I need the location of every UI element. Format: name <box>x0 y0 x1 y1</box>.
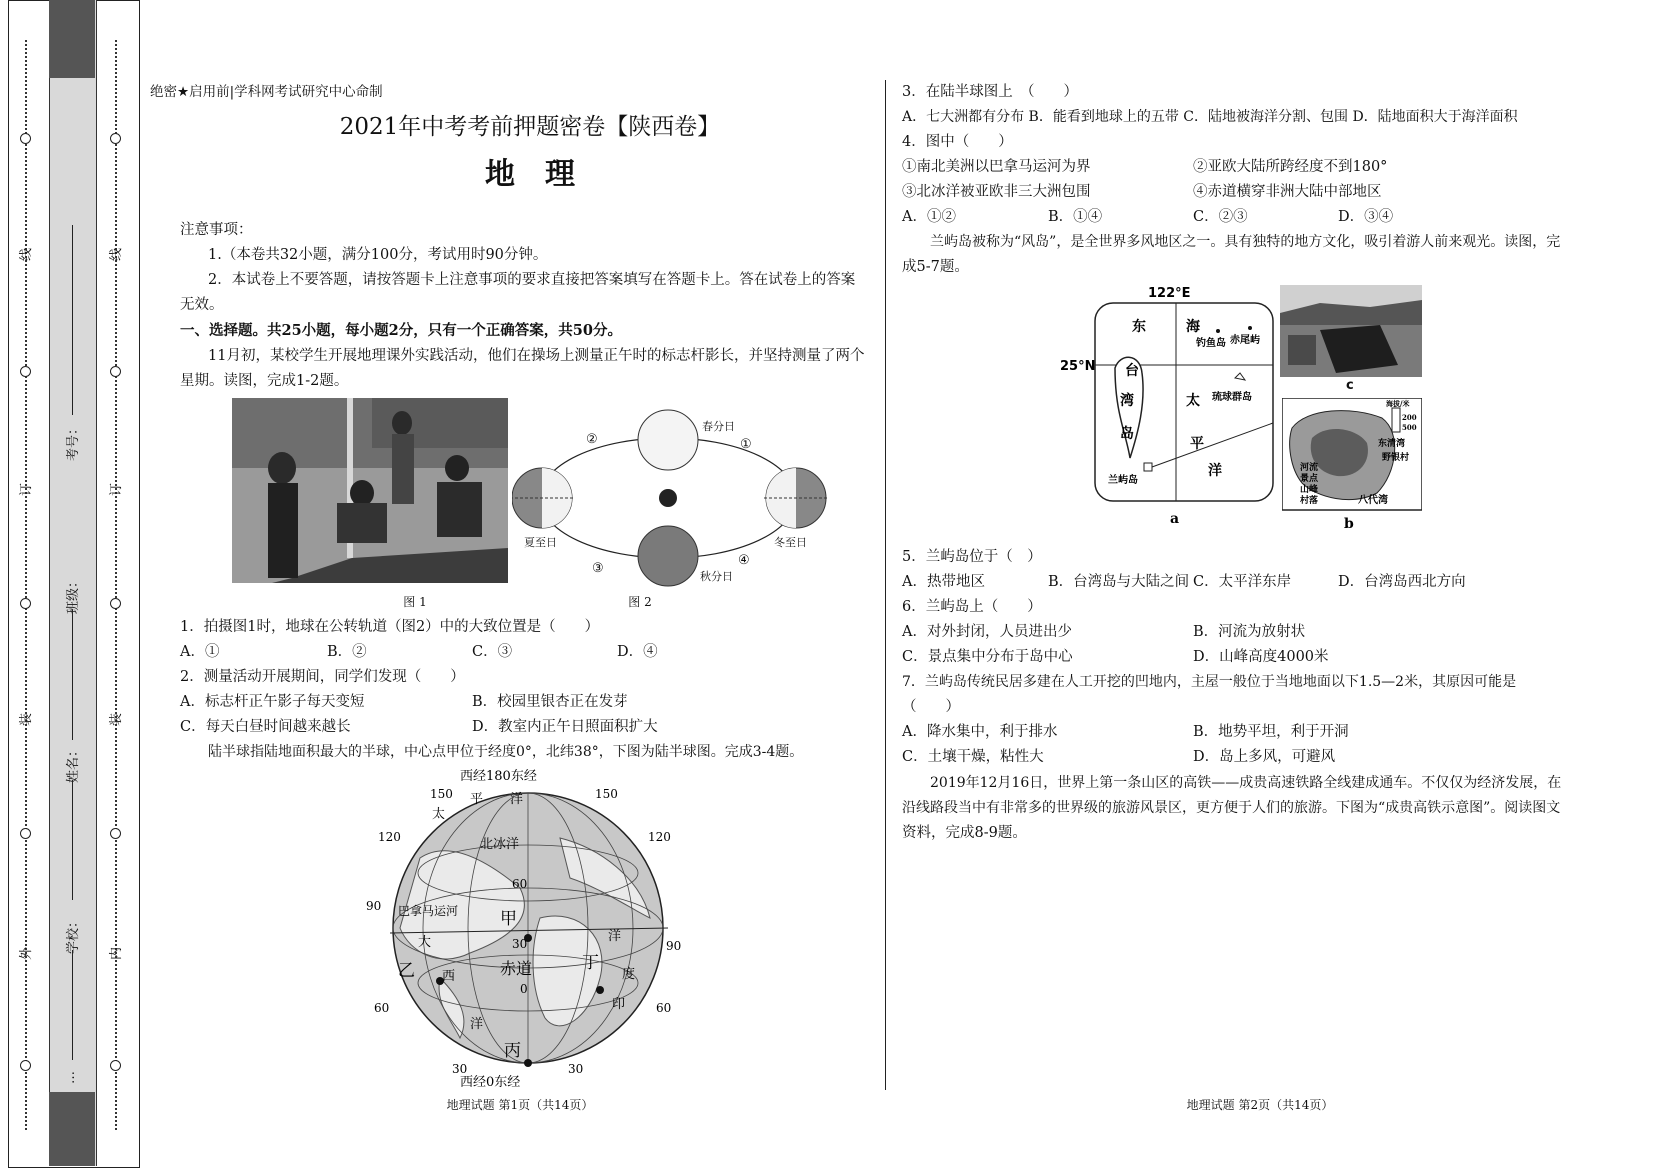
legend-village: 村落 <box>1300 496 1319 506</box>
outer-ding-char: 订 <box>19 482 35 497</box>
inner-xian-char: 线 <box>109 247 125 262</box>
exam-title: 2021年中考考前押题密卷【陕西卷】 <box>339 114 721 140</box>
map-wan: 湾 <box>1120 393 1134 409</box>
q5-stem: 5．兰屿岛位于（ ） <box>902 549 1042 565</box>
xuexiao-field[interactable] <box>72 950 74 1060</box>
tick-r120: 120 <box>648 830 671 844</box>
orbit-dongzhi: 冬至日 <box>774 536 807 549</box>
lanyu-location-map <box>1060 283 1280 533</box>
binding-hole <box>110 366 121 377</box>
tick-l120: 120 <box>378 830 401 844</box>
lat-30: 30 <box>512 937 528 951</box>
tick-r60: 60 <box>656 1001 672 1015</box>
column-divider <box>885 80 886 1090</box>
figure1-photo <box>232 398 508 583</box>
xuexiao-label: 学校： <box>66 914 82 955</box>
intro-8-9b: 沿线路段当中有非常多的世界级的旅游风景区，更方便于人们的旅游。下图为“成贵高铁示意图”。阅读图文 <box>902 800 1561 816</box>
ind-yang: 洋 <box>608 929 622 944</box>
orbit-chunfen: 春分日 <box>702 420 735 433</box>
atl-da: 大 <box>418 935 432 950</box>
ind-du: 度 <box>622 967 636 982</box>
q2-stem: 2．测量活动开展期间，同学们发现（ ） <box>180 669 465 685</box>
q4-option-c[interactable]: C．②③ <box>1193 209 1248 225</box>
intro-8-9c: 资料，完成8-9题。 <box>902 825 1027 841</box>
map-tai: 台 <box>1125 363 1139 379</box>
point-ding <box>596 986 604 994</box>
tick-r30: 30 <box>568 1062 584 1076</box>
binding-dark-top <box>49 0 95 78</box>
ind-yin: 印 <box>612 997 626 1012</box>
tick-l60: 60 <box>374 1001 390 1015</box>
atl-yang: 洋 <box>470 1017 484 1032</box>
lat-60: 60 <box>512 877 528 891</box>
map-lon: 122°E <box>1148 286 1191 301</box>
footer-page2: 地理试题 第2页（共14页） <box>1186 1098 1334 1112</box>
outer-cut-line <box>25 40 27 1130</box>
map-lat: 25°N <box>1060 359 1096 374</box>
map-label-a: a <box>1170 511 1180 527</box>
q7-option-c[interactable]: C．土壤干燥，粘性大 <box>902 749 1044 765</box>
q2-option-b[interactable]: B．校园里银杏正在发芽 <box>472 694 628 710</box>
q5-option-d[interactable]: D．台湾岛西北方向 <box>1338 574 1466 590</box>
figure2-orbit <box>512 398 832 588</box>
section1-heading: 一、选择题。共25小题，每小题2分，只有一个正确答案，共50分。 <box>180 322 622 339</box>
inner-zhuang-char: 装 <box>109 712 125 727</box>
outer-zhuang-char: 装 <box>19 712 35 727</box>
tick-l30: 30 <box>452 1062 468 1076</box>
map-chiwei: 赤尾屿 <box>1230 335 1260 346</box>
lat-0: 0 <box>520 982 528 996</box>
xingming-field[interactable] <box>72 780 74 900</box>
ocean-yang: 洋 <box>510 792 524 807</box>
intro-1-2a: 11月初，某校学生开展地理课外实践活动，他们在操场上测量正午时的标志杆影长，并坚持测量了两个 <box>208 348 865 364</box>
panama-canal: 巴拿马运河 <box>398 904 459 918</box>
chiwei-dot <box>1248 326 1252 330</box>
map-dao: 岛 <box>1120 426 1134 442</box>
map-hai: 海 <box>1186 319 1200 335</box>
orbit-xiazhi: 夏至日 <box>524 536 557 549</box>
orbit-p1: ① <box>740 437 752 452</box>
photo-c-label: c <box>1346 378 1354 393</box>
q2-option-c[interactable]: C．每天白昼时间越来越长 <box>180 719 351 735</box>
q5-option-a[interactable]: A．热带地区 <box>902 574 985 590</box>
notes-heading: 注意事项： <box>180 222 253 238</box>
q4-stem: 4．图中（ ） <box>902 134 1013 150</box>
intro-5-7a: 兰屿岛被称为“风岛”，是全世界多风地区之一。具有独特的地方文化，吸引着游人前来观光。读图，完 <box>930 234 1561 250</box>
banji-field[interactable] <box>72 610 74 740</box>
q6-option-c[interactable]: C．景点集中分布于岛中心 <box>902 649 1073 665</box>
binding-hole <box>110 828 121 839</box>
q4-statement-4: ④赤道横穿非洲大陆中部地区 <box>1193 184 1382 200</box>
label-ding: 丁 <box>582 953 599 973</box>
arctic-ocean: 北冰洋 <box>480 837 520 852</box>
figure1-caption: 图 1 <box>403 595 427 609</box>
q1-option-d[interactable]: D．④ <box>617 644 658 660</box>
xingming-label: 姓名： <box>66 743 82 784</box>
inner-ding-char: 订 <box>109 482 125 497</box>
intro-5-7b: 成5-7题。 <box>902 259 969 275</box>
q1-option-c[interactable]: C．③ <box>472 644 513 660</box>
kaohao-label: 考号： <box>66 421 82 462</box>
note-2a: 2．本试卷上不要答题，请按答题卡上注意事项的要求直接把答案填写在答题卡上。答在试卷上的答案 <box>208 272 856 288</box>
tick-r150: 150 <box>595 787 618 801</box>
q7-paren: （ ） <box>902 699 960 715</box>
map-tai2: 太 <box>1186 393 1200 409</box>
q2-option-d[interactable]: D．教室内正午日照面积扩大 <box>472 719 658 735</box>
tick-l90: 90 <box>366 899 382 913</box>
land-hemisphere-map <box>360 768 700 1090</box>
map-lanyu: 兰屿岛 <box>1108 475 1138 486</box>
subject-title: 地 理 <box>485 157 575 192</box>
q4-statement-1: ①南北美洲以巴拿马运河为界 <box>902 159 1091 175</box>
legend-river: 河流 <box>1300 463 1319 473</box>
binding-hole <box>110 598 121 609</box>
binding-dark-bottom <box>49 1092 95 1166</box>
q7-option-d[interactable]: D．岛上多风，可避风 <box>1193 749 1336 765</box>
q4-option-d[interactable]: D．③④ <box>1338 209 1394 225</box>
banji-label: 班级： <box>66 574 82 615</box>
q4-statement-2: ②亚欧大陆所跨经度不到180° <box>1193 159 1388 175</box>
binding-hole <box>20 828 31 839</box>
legend-200: 200 <box>1402 413 1417 422</box>
map-badai: 八代湾 <box>1358 495 1388 506</box>
globe-bottom-label: 西经0东经 <box>460 1075 521 1090</box>
inner-nei-char: 内 <box>109 946 125 961</box>
binding-hole <box>20 1060 31 1071</box>
tick-l150: 150 <box>430 787 453 801</box>
q6-option-b[interactable]: B．河流为放射状 <box>1193 624 1306 640</box>
q5-option-c[interactable]: C．太平洋东岸 <box>1193 574 1292 590</box>
footer-page1: 地理试题 第1页（共14页） <box>446 1098 594 1112</box>
legend-500: 500 <box>1402 423 1417 432</box>
q7-option-a[interactable]: A．降水集中，利于排水 <box>902 724 1058 740</box>
orbit-p4: ④ <box>738 553 750 568</box>
binding-hole <box>20 598 31 609</box>
note-2b: 无效。 <box>180 297 224 313</box>
intro-8-9a: 2019年12月16日，世界上第一条山区的高铁——成贵高速铁路全线建成通车。不仅仅为经济发展，在 <box>930 775 1562 791</box>
binding-hole <box>110 133 121 144</box>
map-dongqing: 东清湾 <box>1378 439 1406 449</box>
label-bing: 丙 <box>504 1041 521 1061</box>
inner-cut-line <box>115 40 117 1130</box>
q3-options[interactable]: A．七大洲都有分布 B．能看到地球上的五带 C．陆地被海洋分割、包围 D．陆地面积大于海洋面积 <box>902 109 1518 125</box>
q3-stem: 3．在陆半球图上 （ ） <box>902 84 1078 100</box>
earth-chunfen <box>638 410 698 470</box>
binding-hole <box>20 133 31 144</box>
map-yang: 洋 <box>1208 463 1222 479</box>
ocean-ping: 平 <box>470 792 484 807</box>
q5-option-b[interactable]: B．台湾岛与大陆之间 <box>1048 574 1190 590</box>
point-bing <box>524 1059 532 1067</box>
intro-1-2b: 星期。读图，完成1-2题。 <box>180 373 349 389</box>
q6-stem: 6．兰屿岛上（ ） <box>902 599 1042 615</box>
orbit-qiufen: 秋分日 <box>700 570 733 583</box>
tick-r90: 90 <box>666 939 682 953</box>
map-yeyin: 野银村 <box>1382 453 1410 463</box>
q1-option-b[interactable]: B．② <box>327 644 367 660</box>
lanyu-island-map <box>1282 398 1422 532</box>
q1-stem: 1．拍摄图1时，地球在公转轨道（图2）中的大致位置是（ ） <box>180 619 600 635</box>
globe-top-label: 西经180东经 <box>460 769 537 784</box>
kaohao-field[interactable] <box>72 225 74 415</box>
note-1: 1.（本卷共32小题，满分100分，考试用时90分钟。 <box>208 247 548 263</box>
orbit-p2: ② <box>586 432 598 447</box>
legend-scenic: 景点 <box>1300 474 1319 484</box>
label-yi: 乙 <box>398 961 415 981</box>
legend-elevation: 海拔/米 <box>1386 399 1410 408</box>
q6-option-d[interactable]: D．山峰高度4000米 <box>1193 649 1329 665</box>
outer-wai-char: 外 <box>19 946 35 961</box>
equator-label: 赤道 <box>500 959 533 978</box>
earth-qiufen <box>638 526 698 586</box>
map-diaoyu: 钓鱼岛 <box>1196 338 1226 349</box>
q4-statement-3: ③北冰洋被亚欧非三大洲包围 <box>902 184 1091 200</box>
figure2-caption: 图 2 <box>628 595 652 609</box>
binding-hole <box>20 366 31 377</box>
map-label-b: b <box>1344 516 1354 532</box>
intro-3-4: 陆半球指陆地面积最大的半球，中心点甲位于经度0°，北纬38°，下图为陆半球图。完成3-4题。 <box>208 744 804 760</box>
orbit-p3: ③ <box>592 561 604 576</box>
diaoyu-dot <box>1216 329 1220 333</box>
secret-line: 绝密★启用前|学科网考试研究中心命制 <box>150 84 383 100</box>
q6-option-a[interactable]: A．对外封闭，人员进出少 <box>902 624 1072 640</box>
map-ping: 平 <box>1190 436 1204 452</box>
label-jia: 甲 <box>500 909 517 929</box>
atl-xi: 西 <box>442 969 456 984</box>
ocean-tai: 太 <box>432 807 446 822</box>
q4-option-b[interactable]: B．①④ <box>1048 209 1103 225</box>
binding-hole <box>110 1060 121 1071</box>
q2-option-a[interactable]: A．标志杆正午影子每天变短 <box>180 694 365 710</box>
map-dong: 东 <box>1132 319 1146 335</box>
q1-option-a[interactable]: A．① <box>180 644 220 660</box>
outer-xian-char: 线 <box>19 247 35 262</box>
legend-peak: 山峰 <box>1300 485 1319 495</box>
binding-ellipsis: … <box>63 1071 78 1084</box>
map-liuqiu: 琉球群岛 <box>1212 392 1252 403</box>
lanyu-photo-c <box>1280 285 1422 377</box>
q7-option-b[interactable]: B．地势平坦，利于开洞 <box>1193 724 1349 740</box>
q7-stem: 7．兰屿岛传统民居多建在人工开挖的凹地内，主屋一般位于当地地面以下1.5—2米，其原因可能是 <box>902 674 1517 690</box>
q4-option-a[interactable]: A．①② <box>902 209 956 225</box>
